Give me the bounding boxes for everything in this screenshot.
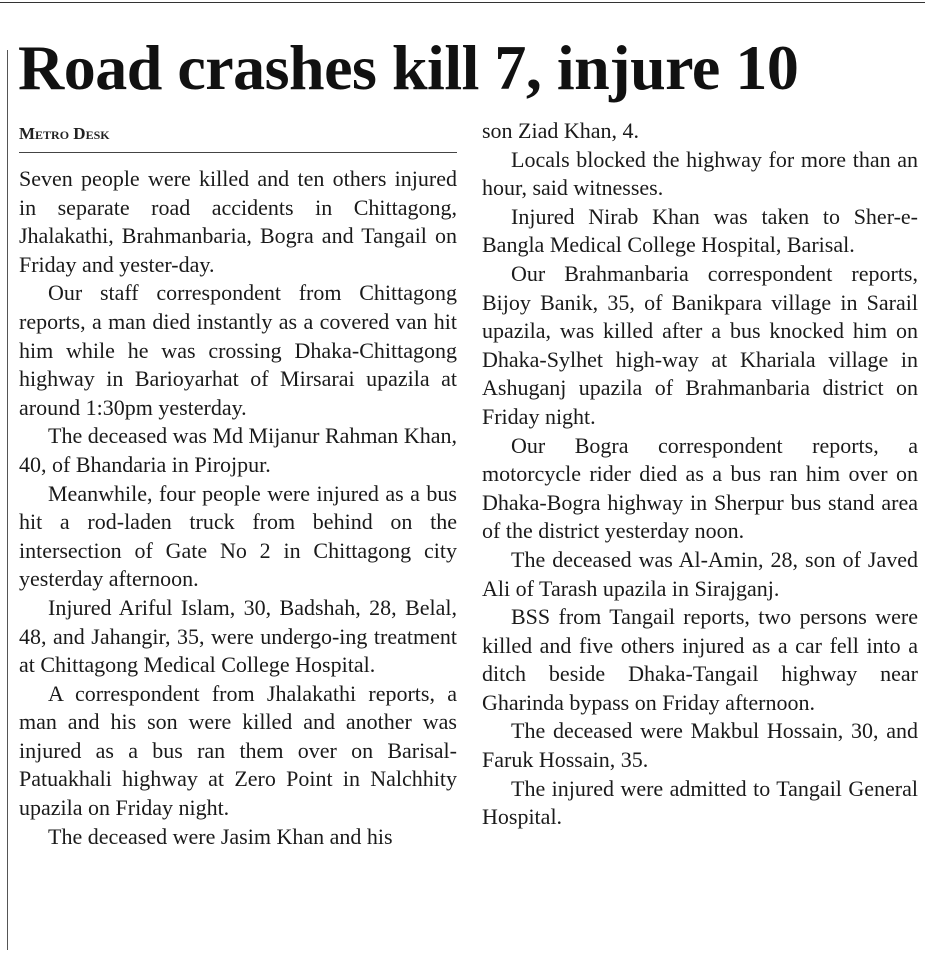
article-column-left (19, 165, 457, 851)
paragraph: Our Brahmanbaria correspondent reports, Bijoy Banik, 35, of Banikpara village in Sarail upazila, was killed after a bus knocked him on Dhaka-Sylhet high-way at Khariala village in Ashuganj upazila of Brahmanbaria district on Friday night. (482, 260, 918, 429)
article-column-right (482, 117, 918, 832)
paragraph: Injured Nirab Khan was taken to Sher-e-Bangla Medical College Hospital, Barisal. (482, 203, 918, 258)
left-column-rule (7, 50, 8, 950)
paragraph: A correspondent from Jhalakathi reports, a man and his son were killed and another was injured as a bus ran them over on Barisal-Patuakhali highway at Zero Point in Nalchhity upazila on Friday night. (19, 680, 457, 821)
paragraph: The deceased was Md Mijanur Rahman Khan, 40, of Bhandaria in Pirojpur. (19, 423, 457, 477)
paragraph: Injured Ariful Islam, 30, Badshah, 28, Belal, 48, and Jahangir, 35, were undergo-ing treatment at Chittagong Medical College Hospital. (19, 594, 457, 678)
paragraph: The deceased were Makbul Hossain, 30, and Faruk Hossain, 35. (482, 718, 918, 773)
paragraph: Locals blocked the highway for more than an hour, said witnesses. (482, 146, 918, 201)
paragraph: The injured were admitted to Tangail General Hospital. (482, 775, 918, 830)
paragraph: Meanwhile, four people were injured as a bus hit a rod-laden truck from behind on the intersection of Gate No 2 in Chittagong city yesterday afternoon. (19, 480, 457, 592)
headline: Road crashes kill 7, injure 10 (18, 32, 799, 103)
paragraph: Seven people were killed and ten others injured in separate road accidents in Chittagong, Jhalakathi, Brahmanbaria, Bogra and Tangail on Friday and yester-day. (19, 166, 457, 277)
byline-rule (19, 152, 457, 153)
top-rule (0, 2, 925, 3)
byline: Metro Desk (19, 124, 110, 143)
paragraph: son Ziad Khan, 4. (482, 118, 640, 143)
paragraph: Our Bogra correspondent reports, a motorcycle rider died as a bus ran him over on Dhaka-Bogra highway in Sherpur bus stand area of the district yesterday noon. (482, 432, 918, 544)
paragraph: The deceased was Al-Amin, 28, son of Javed Ali of Tarash upazila in Sirajganj. (482, 546, 918, 601)
paragraph: Our staff correspondent from Chittagong reports, a man died instantly as a covered van hit him while he was crossing Dhaka-Chittagong highway in Barioyarhat of Mirsarai upazila at around 1:30pm yesterday. (19, 280, 457, 420)
paragraph: BSS from Tangail reports, two persons were killed and five others injured as a car fell into a ditch beside Dhaka-Tangail highway near Gharinda bypass on Friday afternoon. (482, 604, 918, 715)
paragraph: The deceased were Jasim Khan and his (48, 823, 393, 849)
